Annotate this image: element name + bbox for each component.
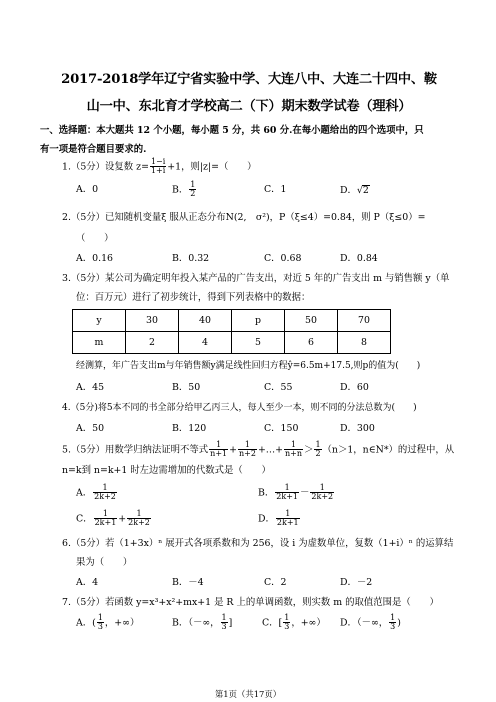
table-cell: 8 (338, 332, 391, 354)
q1-option-a: A．0 (76, 184, 99, 195)
q7-option-c: C．[ $\frac{1}{3}$ ，+∞） (262, 613, 326, 632)
table-row (73, 332, 391, 354)
table-cell: 30 (126, 310, 179, 332)
table-cell: m (73, 332, 126, 354)
question-2-stem: 2.（5分）已知随机变量ξ 服从正态分布N(2, σ²)，P（ξ≤4）=0.84，则 P（ξ≤0）= (62, 212, 426, 223)
table-cell: 6 (285, 332, 338, 354)
exam-title-line1: 2017-2018学年辽宁省实验中学、大连八中、大连二十四中、鞍 (61, 72, 437, 87)
q3-option-d: D．60 (340, 382, 369, 393)
q3-data-table (72, 309, 391, 354)
question-3-stem-cont: 位：百万元）进行了初步统计，得到下列表格中的数据： (76, 292, 311, 303)
q4-option-a: A．50 (76, 423, 105, 434)
q1-option-d: D．√2 (340, 185, 369, 196)
q1-option-b: B． $\frac{1}{2}$ (172, 180, 196, 199)
question-1-stem: 1.（5分）设复数 z= $\frac{1-i}{1+i}$ +1，则|z|=（ ） (62, 157, 257, 176)
question-6-stem: 6.（5分）若（1+3x）ⁿ 展开式各项系数和为 256，设 i 为虚数单位，复数（1+i）ⁿ 的运算结 (62, 538, 454, 549)
q2-option-c: C．0.68 (264, 253, 302, 264)
q1-option-c: C．1 (264, 184, 287, 195)
table-cell: 4 (179, 332, 232, 354)
exam-title-line2: 山一中、东北育才学校高二（下）期末数学试卷（理科） (86, 99, 412, 114)
q3-option-c: C．55 (264, 382, 293, 393)
q6-option-a: A．4 (76, 577, 99, 588)
page-number: 1 (223, 689, 229, 699)
table-row (73, 310, 391, 332)
question-3-regression: 经测算，年广告支出m与年销售额y满足线性回归方程ŷ=6.5m+17.5,则p的值为( ) (76, 361, 421, 371)
q6-option-d: D．－2 (340, 577, 373, 588)
question-7-stem: 7.（5分）若函数 y=x³+x²+mx+1 是 R 上的单调函数，则实数 m 的取值范围是（ ） (62, 597, 439, 608)
table-cell: 40 (179, 310, 232, 332)
question-4-stem: 4.（5分)将5本不同的书全部分给甲乙丙三人，每人至少一本，则不同的分法总数为( ) (62, 403, 417, 413)
table-cell: 5 (232, 332, 285, 354)
q6-option-b: B．－4 (172, 577, 204, 588)
q2-option-b: B．0.32 (172, 253, 210, 264)
q5-option-c: C． $\frac{1}{2k+1}$ + $\frac{1}{2k+2}$ (76, 509, 150, 528)
question-3-stem: 3.（5分）某公司为确定明年投入某产品的广告支出，对近 5 年的广告支出 m 与销售额 y（单 (62, 273, 450, 284)
q6-option-c: C．2 (264, 577, 287, 588)
question-6-stem-cont: 果为（ ） (76, 557, 133, 568)
question-2-paren: （ ） (76, 233, 114, 244)
q3-option-b: B．50 (172, 382, 201, 393)
q4-option-b: B．120 (172, 423, 207, 434)
q2-option-a: A．0.16 (76, 253, 114, 264)
q4-option-c: C．150 (264, 423, 299, 434)
section-heading: 一、选择题：本大题共 12 个小题，每小题 5 分，共 60 分.在每小题给出的四个选项中，只 (40, 125, 424, 136)
page-total: 17 (253, 689, 265, 699)
q5-option-a: A． $\frac{1}{2k+2}$ (76, 483, 116, 502)
question-5-stem: 5.（5分）用数学归纳法证明不等式 $\frac{1}{n+1}$ + $\frac{1}{n+2}$ +…+ $\frac{1}{n+n}$ ＞ $\frac{1}{2}$ （n＞1，n∈N*）的过程中，从 (62, 440, 455, 459)
q7-option-d: D．（－∞， $\frac{1}{3}$ ) (340, 613, 401, 632)
table-cell: y (73, 310, 126, 332)
table-cell: 2 (126, 332, 179, 354)
q7-option-b: B．（－∞， $\frac{1}{3}$ ] (172, 613, 233, 632)
question-5-stem-cont: n=k到 n=k+1 时左边需增加的代数式是（ ） (62, 465, 271, 476)
q7-option-a: A．( $\frac{1}{3}$ ，+∞） (76, 613, 140, 632)
q4-option-d: D．300 (340, 423, 375, 434)
q3-option-a: A．45 (76, 382, 105, 393)
q5-option-b: B． $\frac{1}{2k+1}$ － $\frac{1}{2k+2}$ (258, 483, 334, 502)
table-cell: 70 (338, 310, 391, 332)
table-cell: 50 (285, 310, 338, 332)
q5-option-d: D． $\frac{1}{2k+1}$ (258, 509, 299, 528)
page-footer: 第1页（共17页） (214, 689, 282, 699)
q2-option-d: D．0.84 (340, 253, 378, 264)
section-heading-cont: 有一项是符合题目要求的. (40, 144, 147, 155)
table-cell: p (232, 310, 285, 332)
